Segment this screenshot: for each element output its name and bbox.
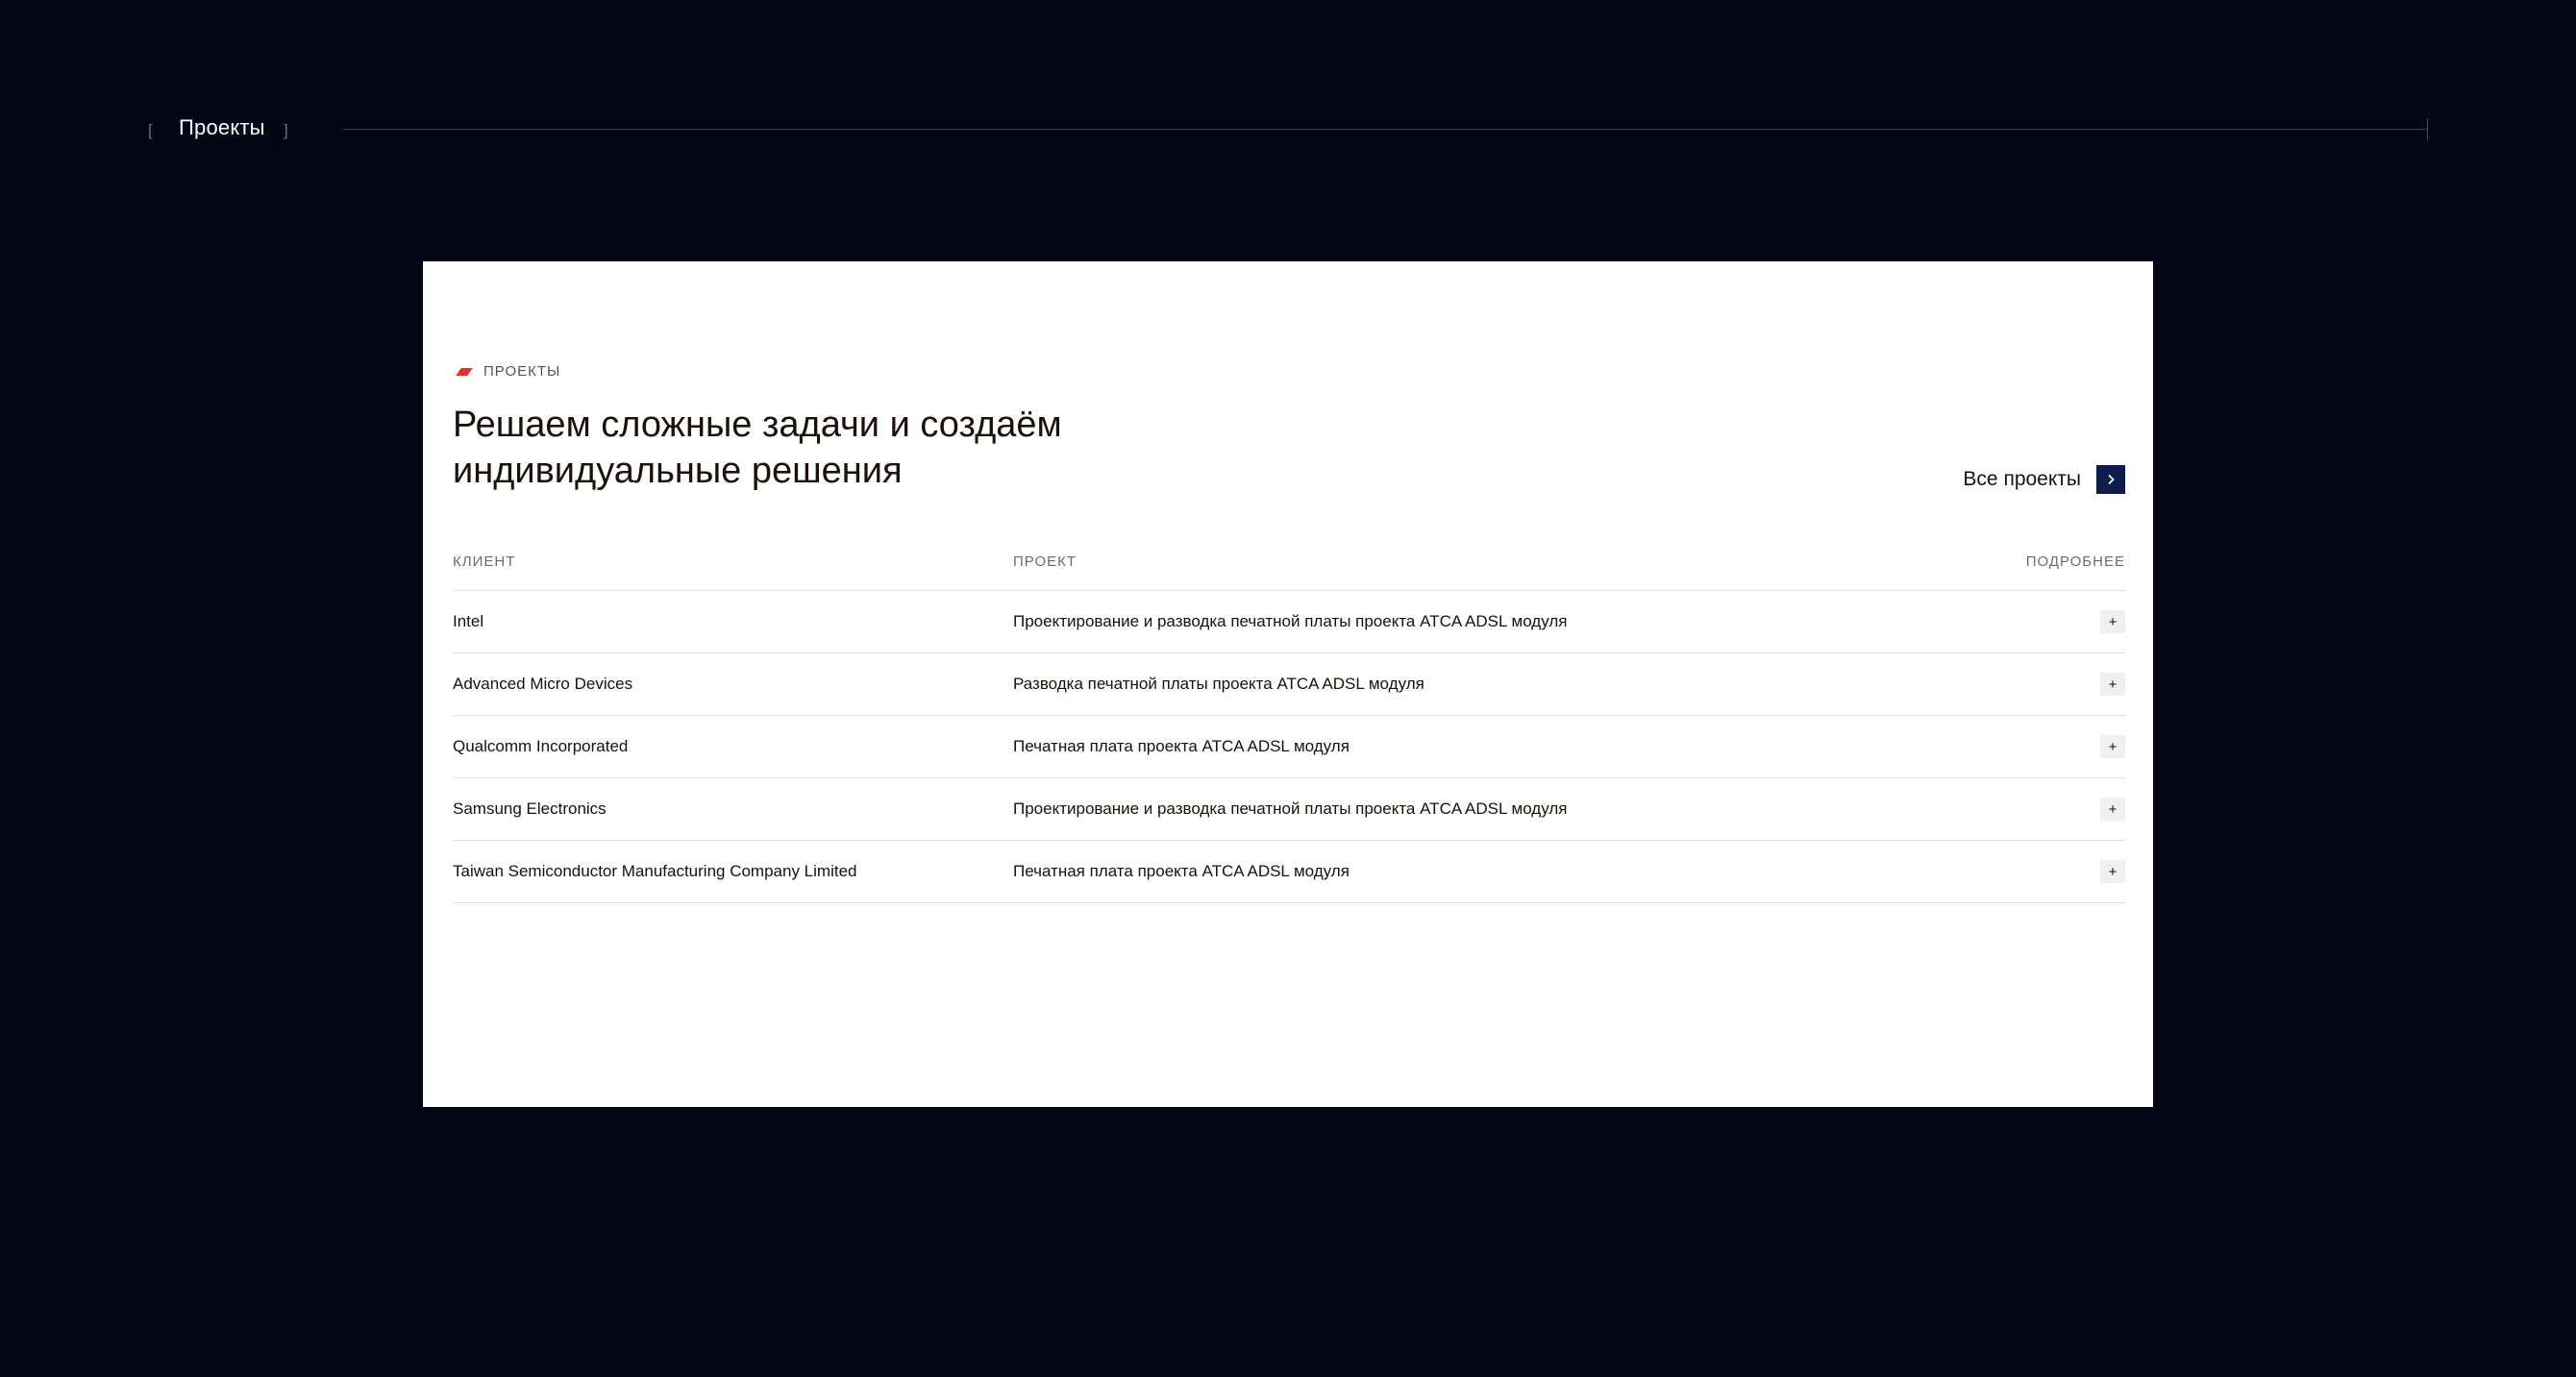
table-row [453,778,2125,841]
expand-row-button[interactable]: + [2100,610,2125,633]
table-header [453,550,2125,591]
project-cell: Проектирование и разводка печатной платы проекта ATCA ADSL модуля [1013,612,1568,630]
section-nav-label[interactable]: Проекты [179,115,265,139]
expand-row-button[interactable]: + [2100,735,2125,758]
chevron-right-icon [2106,474,2116,485]
client-cell: Intel [453,612,484,630]
column-header-details: ПОДРОБНЕЕ [2025,553,2125,570]
table-row [453,841,2125,903]
project-cell: Печатная плата проекта ATCA ADSL модуля [1013,737,1350,755]
column-header-client: КЛИЕНТ [453,553,516,570]
project-cell: Разводка печатной платы проекта ATCA ADSL модуля [1013,675,1424,693]
expand-row-button[interactable]: + [2100,860,2125,883]
heading-line-2: индивидуальные решения [453,451,903,491]
client-cell: Advanced Micro Devices [453,675,633,693]
table-row [453,653,2125,716]
bracket-right: ] [284,121,288,139]
projects-card [423,261,2153,1107]
bracket-left: [ [148,121,153,139]
top-section-bar [148,113,2429,146]
eyebrow-label: ПРОЕКТЫ [483,363,561,380]
column-header-project: ПРОЕКТ [1013,553,1077,570]
all-projects-button[interactable] [2096,465,2125,494]
all-projects-label[interactable]: Все проекты [1963,468,2081,490]
divider-line [343,129,2427,130]
divider-end-tick [2427,118,2428,140]
all-projects-link[interactable] [1963,465,2125,494]
table-row [453,716,2125,778]
projects-table [453,550,2125,903]
project-cell: Печатная плата проекта ATCA ADSL модуля [1013,862,1350,880]
expand-row-button[interactable]: + [2100,798,2125,821]
project-cell: Проектирование и разводка печатной платы проекта ATCA ADSL модуля [1013,799,1568,818]
table-row [453,591,2125,653]
client-cell: Samsung Electronics [453,799,607,818]
client-cell: Qualcomm Incorporated [453,737,629,755]
section-heading [453,402,1222,494]
expand-row-button[interactable]: + [2100,673,2125,696]
heading-line-1: Решаем сложные задачи и создаём [453,405,1062,445]
slash-mark-icon [456,368,473,376]
client-cell: Taiwan Semiconductor Manufacturing Company Limited [453,862,857,880]
